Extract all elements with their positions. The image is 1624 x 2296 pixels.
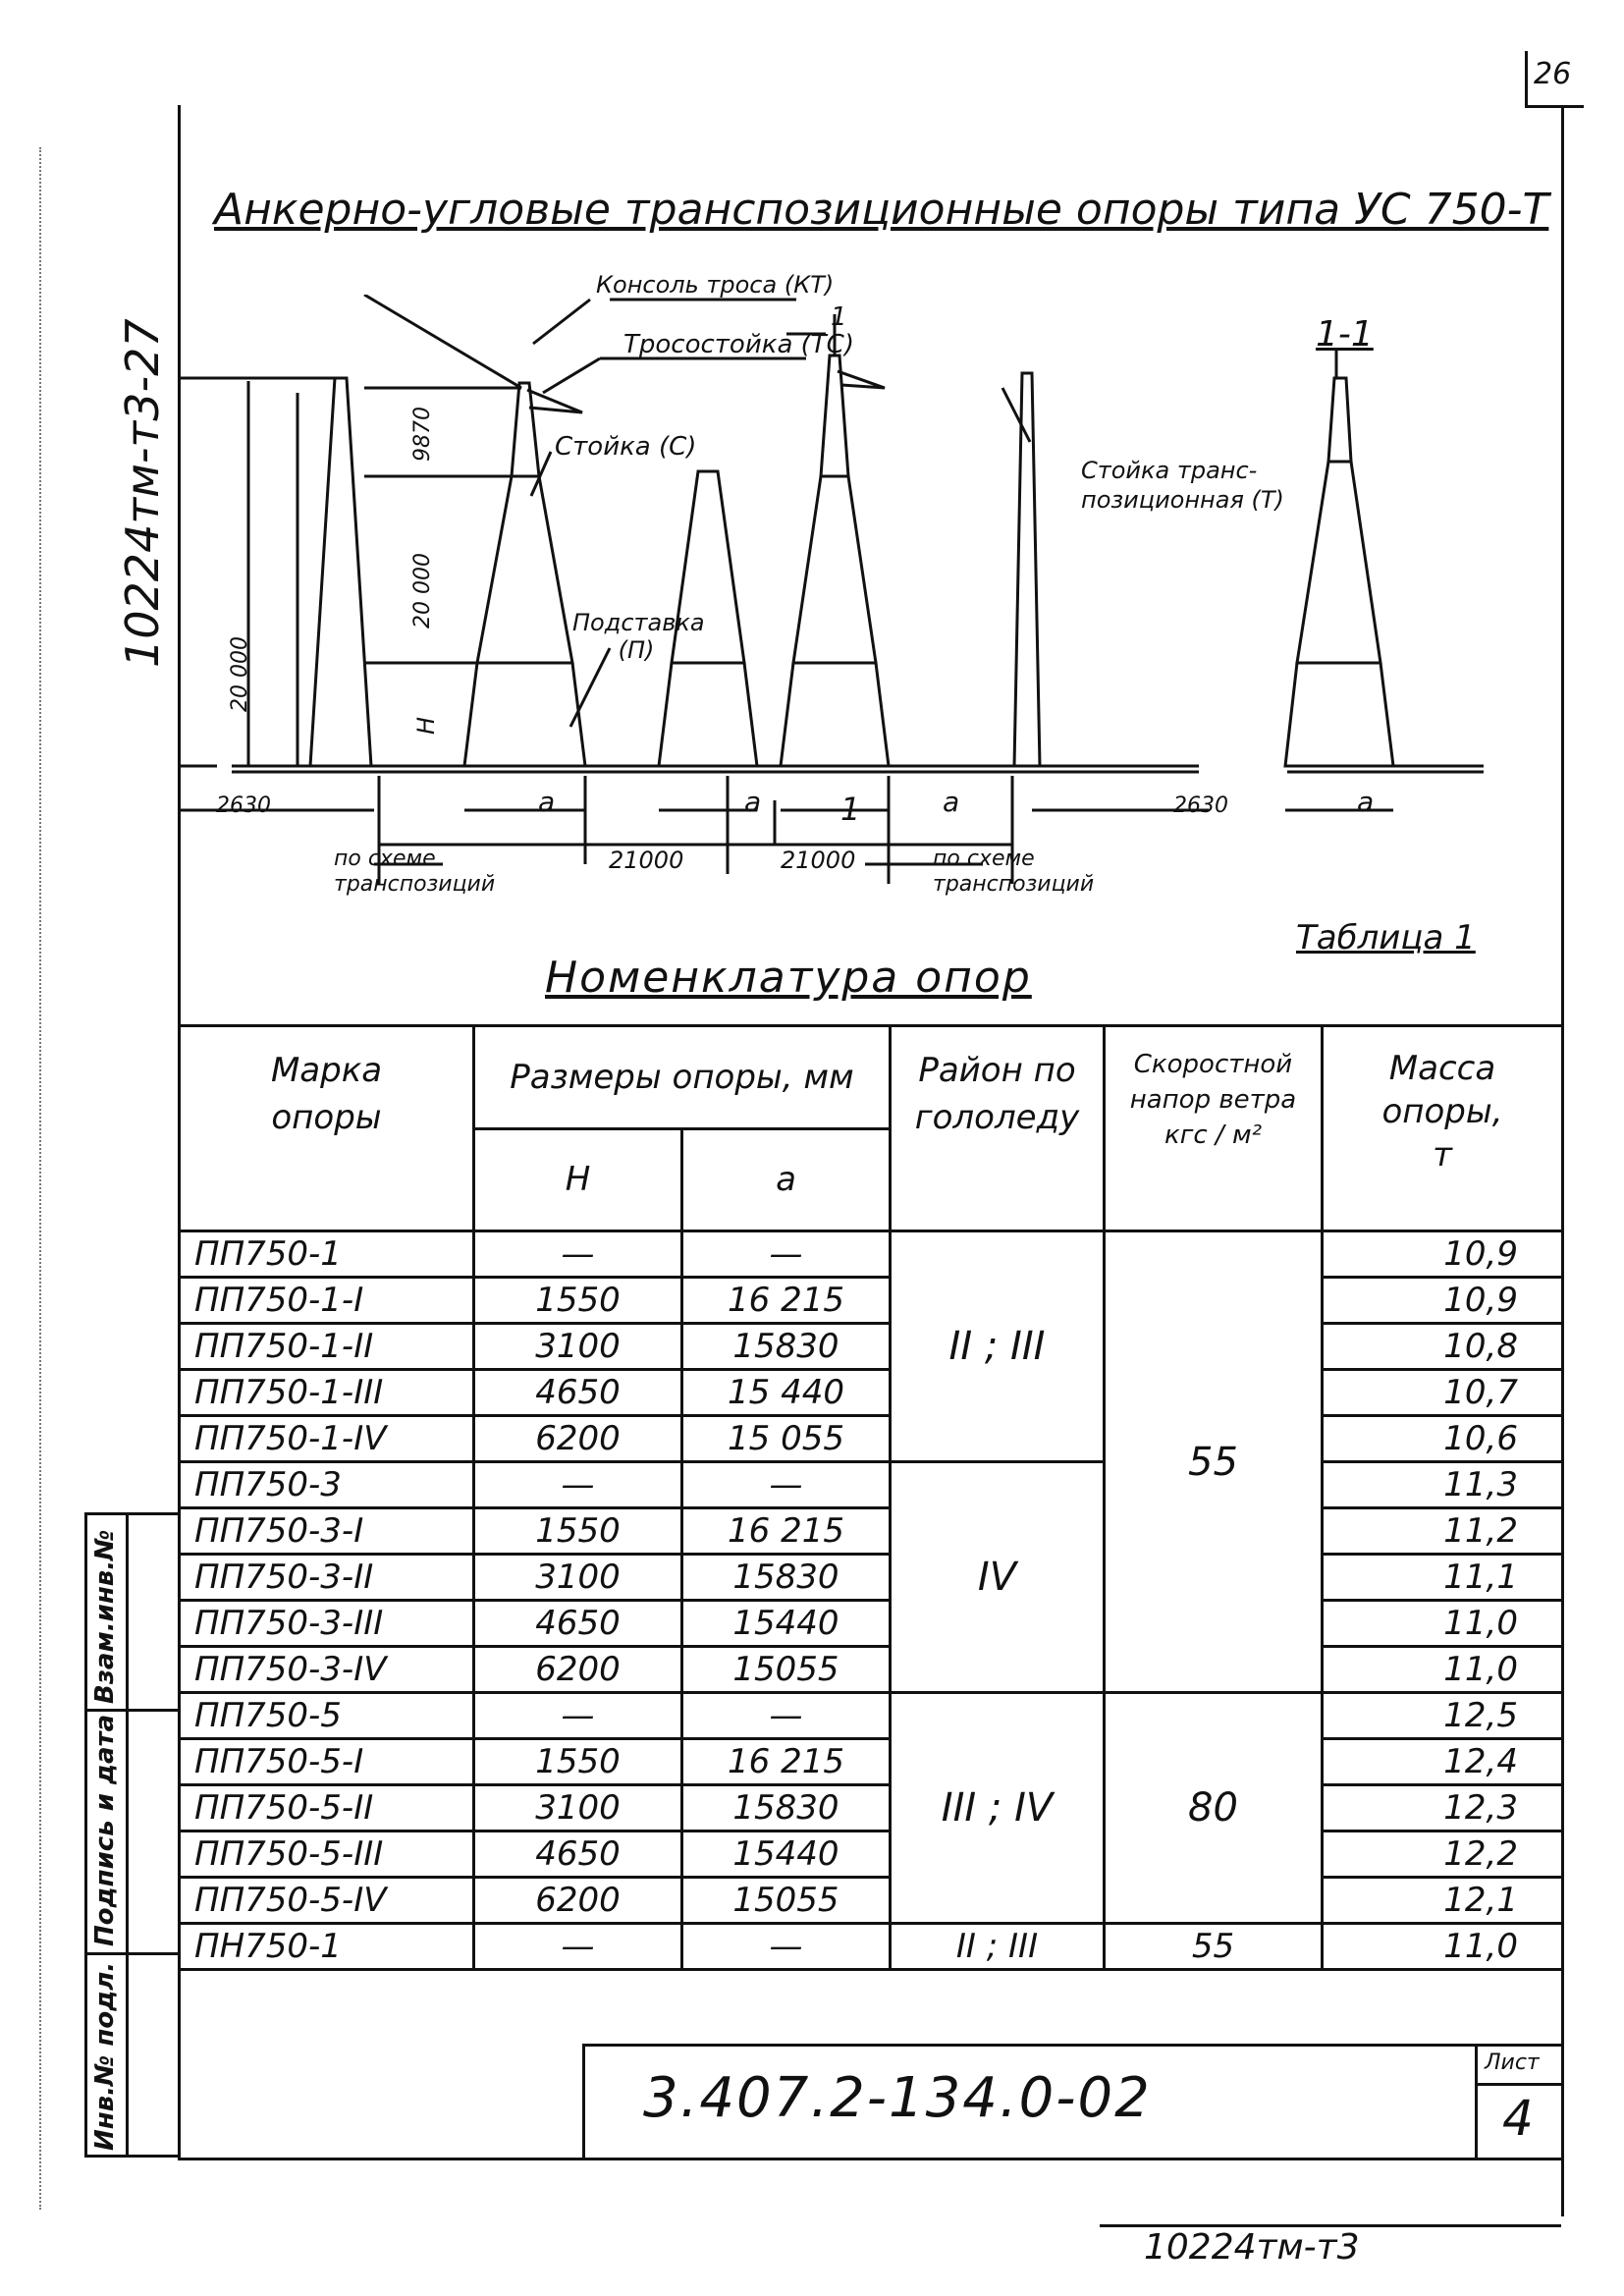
cell-mark: ПП750-1 — [180, 1231, 474, 1278]
header-mark: Марка опоры — [180, 1026, 474, 1231]
page-title: Анкерно-угловые транспозиционные опоры типа УС 750-Т — [214, 185, 1549, 235]
cell-mark: ПП750-5-III — [180, 1831, 474, 1878]
cell-mass: 12,2 — [1323, 1831, 1563, 1878]
cell-H: 1550 — [474, 1278, 682, 1324]
cell-mass: 11,0 — [1323, 1647, 1563, 1693]
cell-mark: ПП750-1-III — [180, 1370, 474, 1416]
dim-21000-a: 21000 — [609, 847, 684, 874]
table-row — [180, 1785, 1563, 1831]
cell-mark: ПП750-5-II — [180, 1785, 474, 1831]
dim-21000-b: 21000 — [781, 847, 856, 874]
side-sign-date: Подпись и дата — [90, 1714, 120, 1946]
dim-2630-left: 2630 — [216, 793, 271, 818]
table-row — [180, 1324, 1563, 1370]
cell-mark: ПН750-1 — [180, 1924, 474, 1970]
cell-wind-group-2: 80 — [1105, 1693, 1323, 1924]
table-row — [180, 1739, 1563, 1785]
table-row — [180, 1924, 1563, 1970]
cell-H: 3100 — [474, 1785, 682, 1831]
dim-a-2: а — [744, 786, 762, 818]
cell-a: 15 055 — [682, 1416, 891, 1462]
cell-mass: 10,9 — [1323, 1231, 1563, 1278]
table-row — [180, 1831, 1563, 1878]
title-block-divider — [1475, 2044, 1478, 2158]
table-row — [180, 1416, 1563, 1462]
side-replace-inv: Взам.инв.№ — [90, 1529, 120, 1704]
table-row — [180, 1370, 1563, 1416]
cell-mark: ПП750-5-IV — [180, 1878, 474, 1924]
label-transposition-post: Стойка транс-позиционная (Т) — [1081, 457, 1284, 514]
cell-a: 15055 — [682, 1878, 891, 1924]
side-inv-no: Инв.№ подл. — [90, 1961, 120, 2151]
cell-mass: 12,3 — [1323, 1785, 1563, 1831]
dim-H: Н — [412, 716, 440, 735]
table-row — [180, 1647, 1563, 1693]
nomenclature-table — [178, 1024, 1564, 1971]
table-caption: Таблица 1 — [1296, 918, 1476, 957]
cell-a: — — [682, 1693, 891, 1739]
cell-H: — — [474, 1693, 682, 1739]
left-dotted-margin — [39, 147, 41, 2210]
cell-ice-group-4: II ; III — [891, 1924, 1105, 1970]
cell-H: 6200 — [474, 1416, 682, 1462]
table-row — [180, 1462, 1563, 1508]
by-scheme-right: по схеме транспозиций — [933, 847, 1095, 897]
cell-mass: 10,8 — [1323, 1324, 1563, 1370]
cell-mark: ПП750-3-I — [180, 1508, 474, 1555]
dim-20000-b: 20 000 — [228, 636, 252, 712]
cell-mark: ПП750-3-IV — [180, 1647, 474, 1693]
cell-a: 15 440 — [682, 1370, 891, 1416]
header-ice-region: Район по гололеду — [891, 1026, 1105, 1231]
dim-2630-right: 2630 — [1173, 793, 1228, 818]
cell-mass: 11,1 — [1323, 1555, 1563, 1601]
sheet-number: 4 — [1502, 2090, 1534, 2147]
cell-a: 16 215 — [682, 1278, 891, 1324]
table-row — [180, 1508, 1563, 1555]
cell-H: 4650 — [474, 1370, 682, 1416]
table-row — [180, 1878, 1563, 1924]
cell-mass: 11,2 — [1323, 1508, 1563, 1555]
cell-H: — — [474, 1924, 682, 1970]
header-a: а — [682, 1128, 891, 1231]
cell-mass: 12,5 — [1323, 1693, 1563, 1739]
sheet-label: Лист — [1485, 2050, 1540, 2075]
dim-20000-a: 20 000 — [410, 553, 435, 629]
cell-wind-group-3: 55 — [1105, 1924, 1323, 1970]
cell-mass: 11,0 — [1323, 1924, 1563, 1970]
sheet-corner-number: 26 — [1534, 57, 1572, 91]
cell-ice-group-3: III ; IV — [891, 1693, 1105, 1924]
bottom-code: 10224тм-т3 — [1144, 2227, 1360, 2268]
cell-a: — — [682, 1924, 891, 1970]
table-row — [180, 1693, 1563, 1739]
header-wind: Скоростной напор ветра кгс / м² — [1105, 1026, 1323, 1231]
cell-a: 15440 — [682, 1831, 891, 1878]
cell-a: 15830 — [682, 1324, 891, 1370]
cell-mass: 12,4 — [1323, 1739, 1563, 1785]
cell-ice-group-2: IV — [891, 1462, 1105, 1693]
cell-a: 15830 — [682, 1785, 891, 1831]
cell-H: 1550 — [474, 1739, 682, 1785]
cell-wind-group-1: 55 — [1105, 1231, 1323, 1693]
cell-ice-group-1: II ; III — [891, 1231, 1105, 1462]
cell-mark: ПП750-3-III — [180, 1601, 474, 1647]
cell-H: 6200 — [474, 1647, 682, 1693]
by-scheme-left: по схеме транспозиций — [334, 847, 496, 897]
header-mass: Масса опоры, т — [1323, 1026, 1563, 1231]
cell-H: 6200 — [474, 1878, 682, 1924]
cell-mass: 10,9 — [1323, 1278, 1563, 1324]
cell-H: 4650 — [474, 1601, 682, 1647]
header-H: Н — [474, 1128, 682, 1231]
side-stamp-divider — [126, 1512, 129, 2158]
cell-mass: 11,3 — [1323, 1462, 1563, 1508]
label-cable-post: Тросостойка (ТС) — [623, 330, 854, 359]
cell-H: 3100 — [474, 1555, 682, 1601]
cell-mark: ПП750-1-II — [180, 1324, 474, 1370]
dim-a-4: а — [1357, 786, 1375, 818]
cell-a: 16 215 — [682, 1508, 891, 1555]
title-block-sheet-line — [1475, 2083, 1561, 2086]
table-row — [180, 1555, 1563, 1601]
cell-a: — — [682, 1231, 891, 1278]
dim-a-3: а — [943, 786, 960, 818]
doc-code: 3.407.2-134.0-02 — [643, 2066, 1152, 2130]
cell-mass: 10,6 — [1323, 1416, 1563, 1462]
cell-a: 15440 — [682, 1601, 891, 1647]
table-row — [180, 1601, 1563, 1647]
cell-mark: ПП750-1-I — [180, 1278, 474, 1324]
cell-H: 4650 — [474, 1831, 682, 1878]
cell-a: — — [682, 1462, 891, 1508]
label-base: Подставка (П) — [572, 609, 705, 664]
cell-H: 1550 — [474, 1508, 682, 1555]
dim-9870: 9870 — [410, 407, 435, 462]
label-section-mark-bottom: 1 — [840, 791, 861, 828]
cell-mass: 12,1 — [1323, 1878, 1563, 1924]
table-title: Номенклатура опор — [545, 953, 1032, 1003]
cell-a: 15830 — [682, 1555, 891, 1601]
dim-a-1: а — [538, 786, 556, 818]
label-section: 1-1 — [1316, 314, 1374, 355]
label-console: Консоль троса (КТ) — [596, 271, 835, 299]
side-stamp-line-1 — [84, 1709, 178, 1712]
cell-H: — — [474, 1231, 682, 1278]
towers-diagram — [178, 295, 1558, 923]
cell-H: — — [474, 1462, 682, 1508]
cell-a: 16 215 — [682, 1739, 891, 1785]
table-row — [180, 1231, 1563, 1278]
cell-mass: 11,0 — [1323, 1601, 1563, 1647]
cell-mass: 10,7 — [1323, 1370, 1563, 1416]
cell-mark: ПП750-5 — [180, 1693, 474, 1739]
cell-mark: ПП750-1-IV — [180, 1416, 474, 1462]
table-row — [180, 1278, 1563, 1324]
cell-a: 15055 — [682, 1647, 891, 1693]
cell-H: 3100 — [474, 1324, 682, 1370]
header-sizes: Размеры опоры, мм — [474, 1026, 891, 1129]
left-margin-code: 10224тм-т3-27 — [116, 318, 169, 668]
cell-mark: ПП750-3 — [180, 1462, 474, 1508]
cell-mark: ПП750-5-I — [180, 1739, 474, 1785]
label-post: Стойка (С) — [555, 432, 697, 462]
cell-mark: ПП750-3-II — [180, 1555, 474, 1601]
label-section-mark-top: 1 — [831, 302, 847, 332]
side-stamp-line-2 — [84, 1952, 178, 1955]
